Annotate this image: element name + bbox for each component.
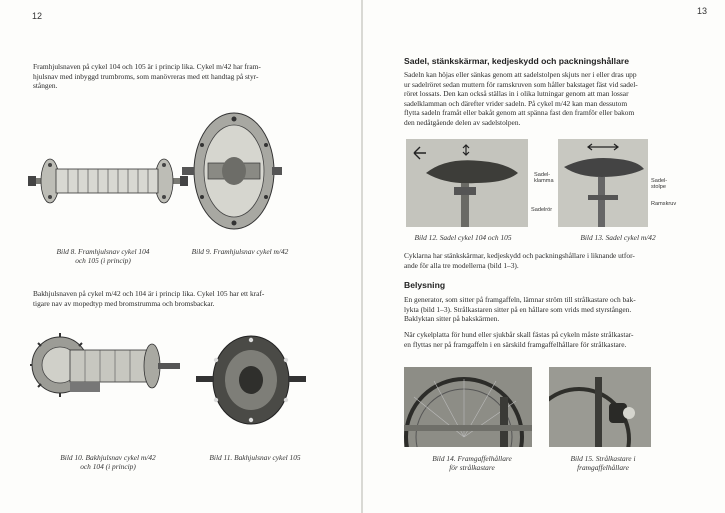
text-line: röret lossats. Den kan också ställas in i olika lutningar genom att man lossar bbox=[404, 89, 629, 99]
saddle-m42-drawing bbox=[558, 139, 648, 227]
text-line: den nedåtgående delen av sadelstolpen. bbox=[404, 117, 521, 127]
text-line: Baklyktan sitter på bakskärmen. bbox=[404, 314, 500, 324]
text-line: Sadeln kan höjas eller sänkas genom att sadelstolpen skjuts ner i eller dras upp bbox=[404, 70, 637, 79]
label-sadelror: Sadelrör bbox=[531, 207, 553, 213]
right-page bbox=[363, 0, 725, 513]
fork-holder-drawing bbox=[404, 367, 532, 447]
page-number: 12 bbox=[32, 11, 43, 21]
text-line: ande för alla tre modellerna (bild 1–3). bbox=[404, 260, 519, 270]
rear-hub-illustration bbox=[30, 320, 180, 430]
caption-line: och 105 (i princip) bbox=[75, 256, 131, 265]
caption-bild-9 bbox=[180, 247, 300, 256]
label-ramskruv: Ramskruv bbox=[651, 201, 677, 207]
fork-holder-photo bbox=[404, 367, 532, 447]
caption-line: Bild 13. Sadel cykel m/42 bbox=[580, 233, 656, 242]
text-line: Bakhjulsnaven på cykel m/42 och 104 är i princip lika. Cykel 105 har ett kraf- bbox=[33, 289, 265, 298]
caption-line: och 104 (i princip) bbox=[80, 462, 136, 471]
page-number: 13 bbox=[697, 6, 708, 16]
text-line: flytta sadeln framåt eller bakåt genom att spänna fast den framför eller bakom bbox=[404, 108, 635, 118]
saddle-m42-photo bbox=[558, 139, 648, 227]
caption-line: framgaffelhållare bbox=[577, 463, 629, 472]
text-line: stången. bbox=[33, 81, 58, 91]
caption-bild-15 bbox=[543, 454, 663, 472]
paragraph-fenders bbox=[404, 251, 709, 270]
section-heading-saddle: Sadel, stänkskärmar, kedjeskydd och packningshållare bbox=[404, 56, 629, 66]
caption-line: Bild 14. Framgaffelhållare bbox=[432, 454, 512, 463]
text-line: ur sadelröret sedan muttern för ramskruven som håller bakstaget fäst vid sadel- bbox=[404, 79, 638, 89]
text-line: Cyklarna har stänkskärmar, kedjeskydd och packningshållare i liknande utfor- bbox=[404, 251, 635, 260]
text-line: en flyttas ner på framgaffeln i en särskild framgaffelhållare för strålkastare. bbox=[404, 339, 627, 349]
paragraph-front-hub bbox=[33, 62, 333, 91]
caption-bild-13 bbox=[558, 233, 678, 242]
caption-line: Bild 9. Framhjulsnav cykel m/42 bbox=[191, 247, 289, 256]
label-line: stolpe bbox=[651, 184, 666, 191]
text-line: tigare nav av mopedtyp med bromstrumma och bromsbackar. bbox=[33, 298, 215, 308]
label-line: Sadel- bbox=[651, 178, 668, 184]
caption-bild-11 bbox=[190, 453, 320, 462]
caption-line: Bild 8. Framhjulsnav cykel 104 bbox=[56, 247, 150, 256]
headlight-in-holder-photo bbox=[549, 367, 651, 447]
text-line: hjulsnav med inbyggd trumbroms, som manövreras med ett handtag på styr- bbox=[33, 71, 259, 81]
text-line: lykta (bild 1–3). Strålkastaren sitter på en hållare som vrids med styrstången. bbox=[404, 304, 632, 314]
paragraph-headlight-holder bbox=[404, 330, 709, 349]
text-line: En generator, som sitter på framgaffeln, lämnar ström till strålkastare och bak- bbox=[404, 295, 636, 304]
text-line: Framhjulsnaven på cykel 104 och 105 är i princip lika. Cykel m/42 har fram- bbox=[33, 62, 261, 71]
headlight-drawing bbox=[549, 367, 651, 447]
saddle-104-105-photo bbox=[406, 139, 528, 227]
left-page bbox=[0, 0, 362, 513]
label-line: klamma bbox=[534, 178, 554, 185]
moped-hub-illustration bbox=[196, 330, 306, 435]
label-line: Sadel- bbox=[534, 172, 551, 178]
front-hub-illustration bbox=[28, 135, 188, 225]
drum-brake-hub-illustration bbox=[182, 105, 282, 235]
label-sadelstolpe bbox=[651, 178, 667, 191]
caption-bild-12 bbox=[393, 233, 533, 242]
caption-line: Bild 11. Bakhjulsnav cykel 105 bbox=[209, 453, 301, 462]
caption-bild-14 bbox=[407, 454, 537, 472]
caption-line: för strålkastare bbox=[449, 463, 495, 472]
text-line: sadelklamman och därefter vrider sadeln. På cykel m/42 kan man dessutom bbox=[404, 98, 628, 108]
caption-bild-8 bbox=[38, 247, 168, 265]
section-heading-lighting: Belysning bbox=[404, 280, 446, 290]
paragraph-lighting bbox=[404, 295, 709, 324]
saddle-photo-drawing bbox=[406, 139, 528, 227]
caption-line: Bild 10. Bakhjulsnav cykel m/42 bbox=[60, 453, 156, 462]
paragraph-saddle bbox=[404, 70, 709, 128]
text-line: När cykelplatta för hund eller sjukbår skall fästas på cykeln måste strålkastar- bbox=[404, 330, 634, 339]
paragraph-rear-hub bbox=[33, 289, 333, 308]
caption-bild-10 bbox=[38, 453, 178, 471]
caption-line: Bild 15. Strålkastare i bbox=[570, 454, 636, 463]
caption-line: Bild 12. Sadel cykel 104 och 105 bbox=[414, 233, 512, 242]
label-sadelklamma bbox=[534, 172, 554, 185]
